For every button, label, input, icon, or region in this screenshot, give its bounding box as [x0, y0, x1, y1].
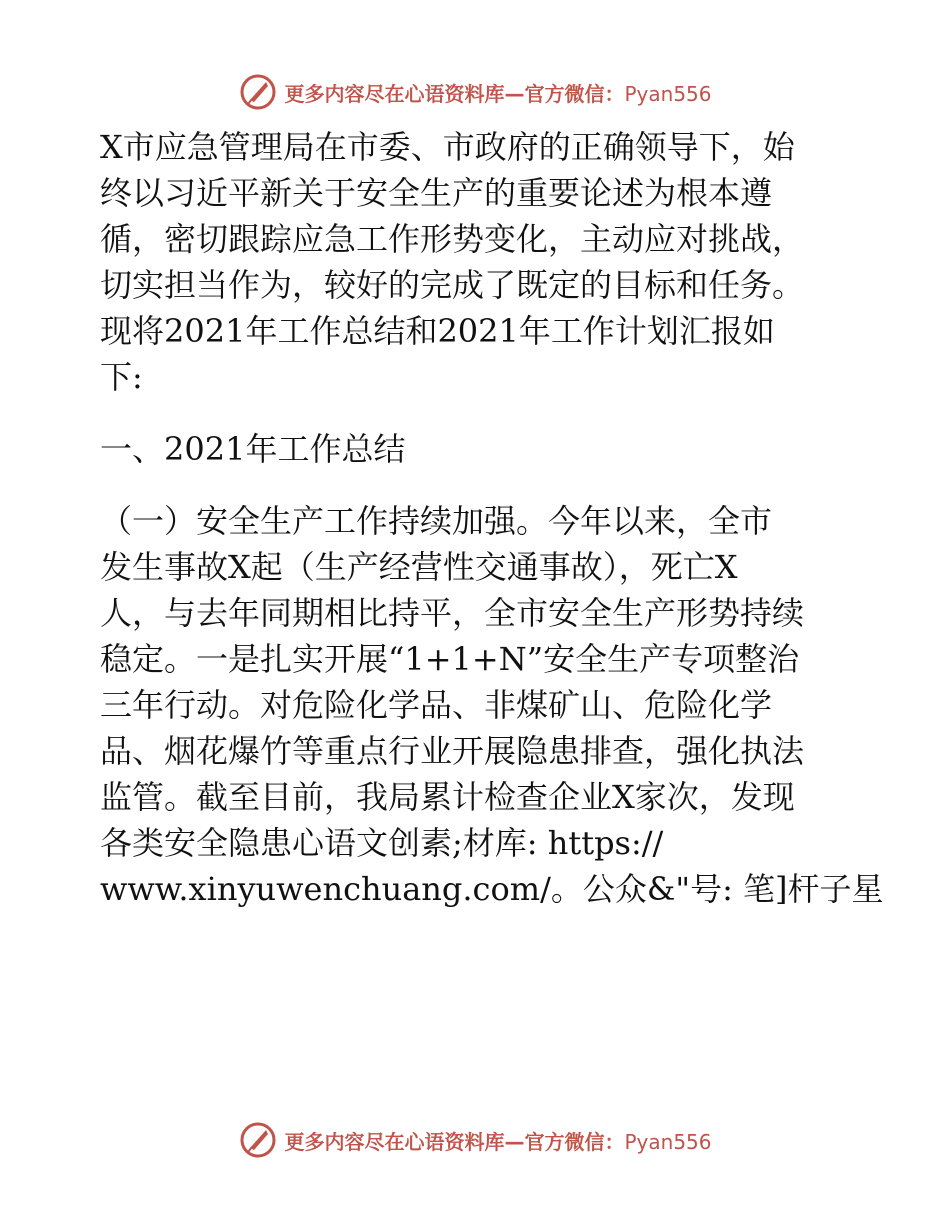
document-body [100, 124, 884, 912]
text-line: 各类安全隐患心语文创素;材库: https:// [100, 824, 664, 862]
text-line: 循，密切跟踪应急工作形势变化，主动应对挑战， [100, 220, 805, 258]
footer-banner-text [284, 1126, 711, 1155]
text-line: 品、烟花爆竹等重点行业开展隐患排查，强化执法 [100, 732, 805, 770]
footer-banner-id: Pyan556 [624, 1129, 712, 1154]
text-line: 下: [100, 358, 143, 396]
header-banner-text [284, 78, 711, 107]
text-line: X市应急管理局在市委、市政府的正确领导下，始 [100, 128, 795, 166]
text-line: 终以习近平新关于安全生产的重要论述为根本遵 [100, 174, 773, 212]
paragraph-intro [100, 124, 850, 400]
text-line: 监管。截至目前，我局累计检查企业X家次，发现 [100, 778, 795, 816]
text-line: （一）安全生产工作持续加强。今年以来，全市 [100, 502, 773, 540]
text-line: 稳定。一是扎实开展“1+1+N”安全生产专项整治 [100, 640, 800, 678]
quill-pen-logo-icon [238, 72, 278, 112]
paragraph-safety [100, 498, 884, 912]
heading-line: 一、2021年工作总结 [100, 430, 406, 468]
header-banner-id: Pyan556 [624, 81, 712, 106]
text-line: 三年行动。对危险化学品、非煤矿山、危险化学 [100, 686, 773, 724]
quill-pen-logo-icon [238, 1120, 278, 1160]
text-line: 现将2021年工作总结和2021年工作计划汇报如 [100, 312, 775, 350]
footer-banner-cn: 更多内容尽在心语资料库—官方微信： [284, 1129, 625, 1154]
text-line: www.xinyuwenchuang.com/。公众&"号: 笔]杆子星 [100, 870, 884, 908]
header-banner-cn: 更多内容尽在心语资料库—官方微信： [284, 81, 625, 106]
header-banner [0, 70, 950, 114]
footer-banner [0, 1118, 950, 1162]
section-heading [100, 426, 850, 472]
text-line: 发生事故X起（生产经营性交通事故），死亡X [100, 548, 738, 586]
text-line: 切实担当作为，较好的完成了既定的目标和任务。 [100, 266, 805, 304]
text-line: 人，与去年同期相比持平，全市安全生产形势持续 [100, 594, 805, 632]
